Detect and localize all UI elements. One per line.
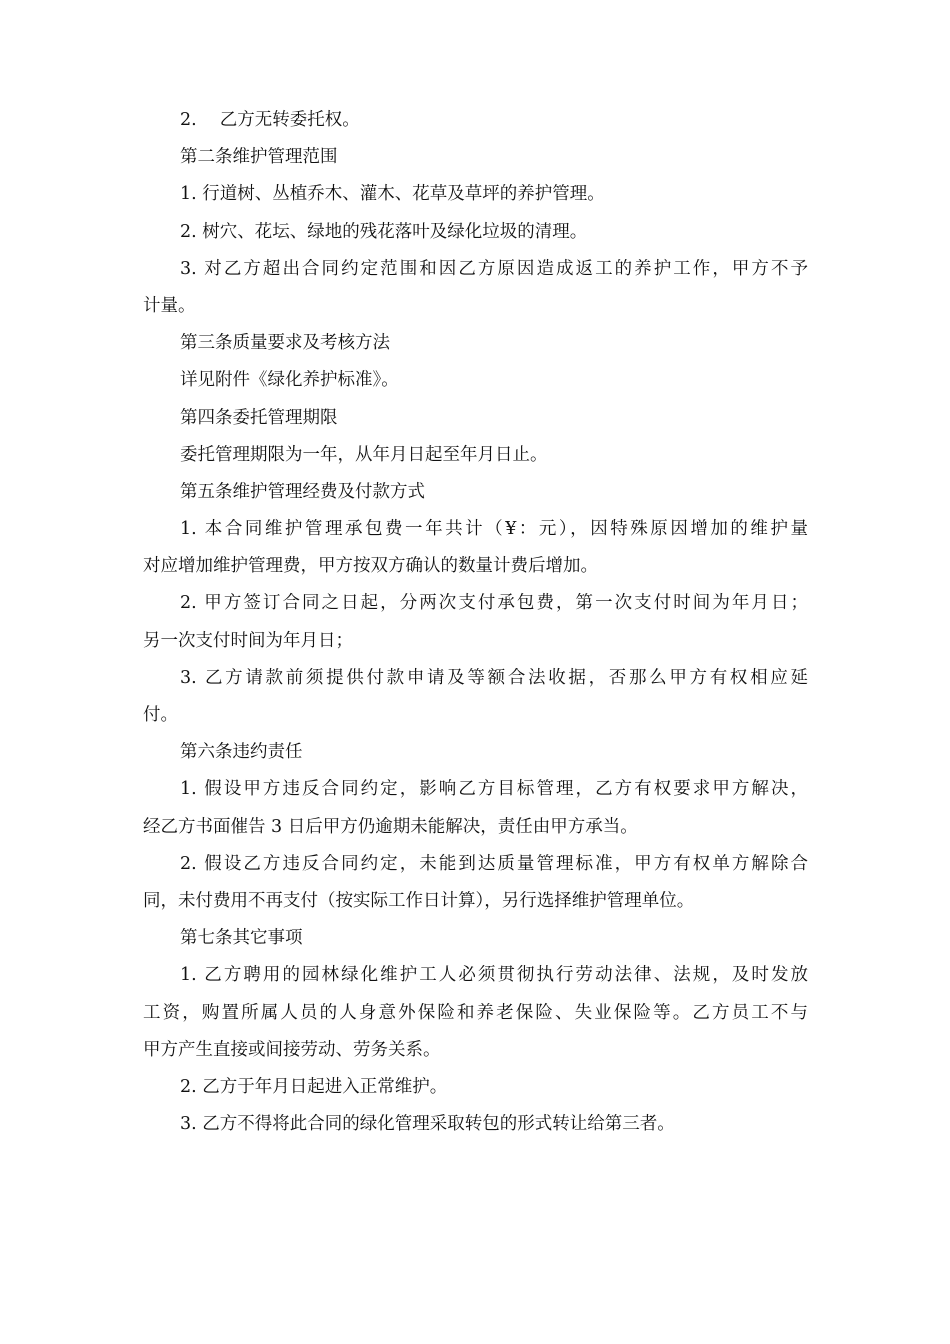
paragraph-line: 经乙方书面催告 3 日后甲方仍逾期未能解决，责任由甲方承当。 bbox=[143, 816, 638, 837]
paragraph-line: 对应增加维护管理费，甲方按双方确认的数量计费后增加。 bbox=[143, 556, 598, 577]
paragraph-line: 3. 乙方请款前须提供付款申请及等额合法收据，否那么甲方有权相应延 bbox=[180, 667, 808, 688]
paragraph-line: 3. 乙方不得将此合同的绿化管理采取转包的形式转让给第三者。 bbox=[180, 1114, 675, 1135]
paragraph-line: 同，未付费用不再支付（按实际工作日计算），另行选择维护管理单位。 bbox=[143, 890, 695, 911]
paragraph-line: 第七条其它事项 bbox=[180, 928, 303, 949]
paragraph-line: 详见附件《绿化养护标准》。 bbox=[180, 370, 399, 391]
paragraph-line: 第五条维护管理经费及付款方式 bbox=[180, 481, 425, 502]
document-body bbox=[143, 102, 808, 1143]
paragraph-line: 2. 甲方签订合同之日起，分两次支付承包费，第一次支付时间为年月日； bbox=[180, 593, 808, 614]
paragraph-line: 第三条质量要求及考核方法 bbox=[180, 333, 390, 354]
paragraph-line: 2. 假设乙方违反合同约定，未能到达质量管理标准，甲方有权单方解除合 bbox=[180, 853, 808, 874]
paragraph-line: 1. 行道树、丛植乔木、灌木、花草及草坪的养护管理。 bbox=[180, 184, 605, 205]
paragraph-line: 工资，购置所属人员的人身意外保险和养老保险、失业保险等。乙方员工不与 bbox=[143, 1002, 808, 1023]
paragraph-line: 另一次支付时间为年月日； bbox=[143, 630, 353, 651]
paragraph-line: 1. 假设甲方违反合同约定，影响乙方目标管理，乙方有权要求甲方解决， bbox=[180, 779, 808, 800]
paragraph-line: 第二条维护管理范围 bbox=[180, 147, 338, 168]
paragraph-line: 2. 乙方于年月日起进入正常维护。 bbox=[180, 1076, 448, 1097]
paragraph-line: 计量。 bbox=[143, 295, 196, 316]
paragraph-line: 委托管理期限为一年，从年月日起至年月日止。 bbox=[180, 444, 548, 465]
paragraph-line: 1. 乙方聘用的园林绿化维护工人必须贯彻执行劳动法律、法规，及时发放 bbox=[180, 965, 808, 986]
paragraph-line: 第六条违约责任 bbox=[180, 742, 303, 763]
paragraph-line: 付。 bbox=[143, 705, 178, 725]
paragraph-line: 2. 乙方无转委托权。 bbox=[180, 110, 360, 130]
paragraph-line: 甲方产生直接或间接劳动、劳务关系。 bbox=[143, 1039, 441, 1060]
paragraph-line: 2. 树穴、花坛、绿地的残花落叶及绿化垃圾的清理。 bbox=[180, 221, 588, 242]
paragraph-line: 3. 对乙方超出合同约定范围和因乙方原因造成返工的养护工作，甲方不予 bbox=[180, 258, 808, 279]
paragraph-line: 第四条委托管理期限 bbox=[180, 407, 338, 428]
paragraph-line: 1. 本合同维护管理承包费一年共计（¥：元），因特殊原因增加的维护量 bbox=[180, 519, 808, 540]
